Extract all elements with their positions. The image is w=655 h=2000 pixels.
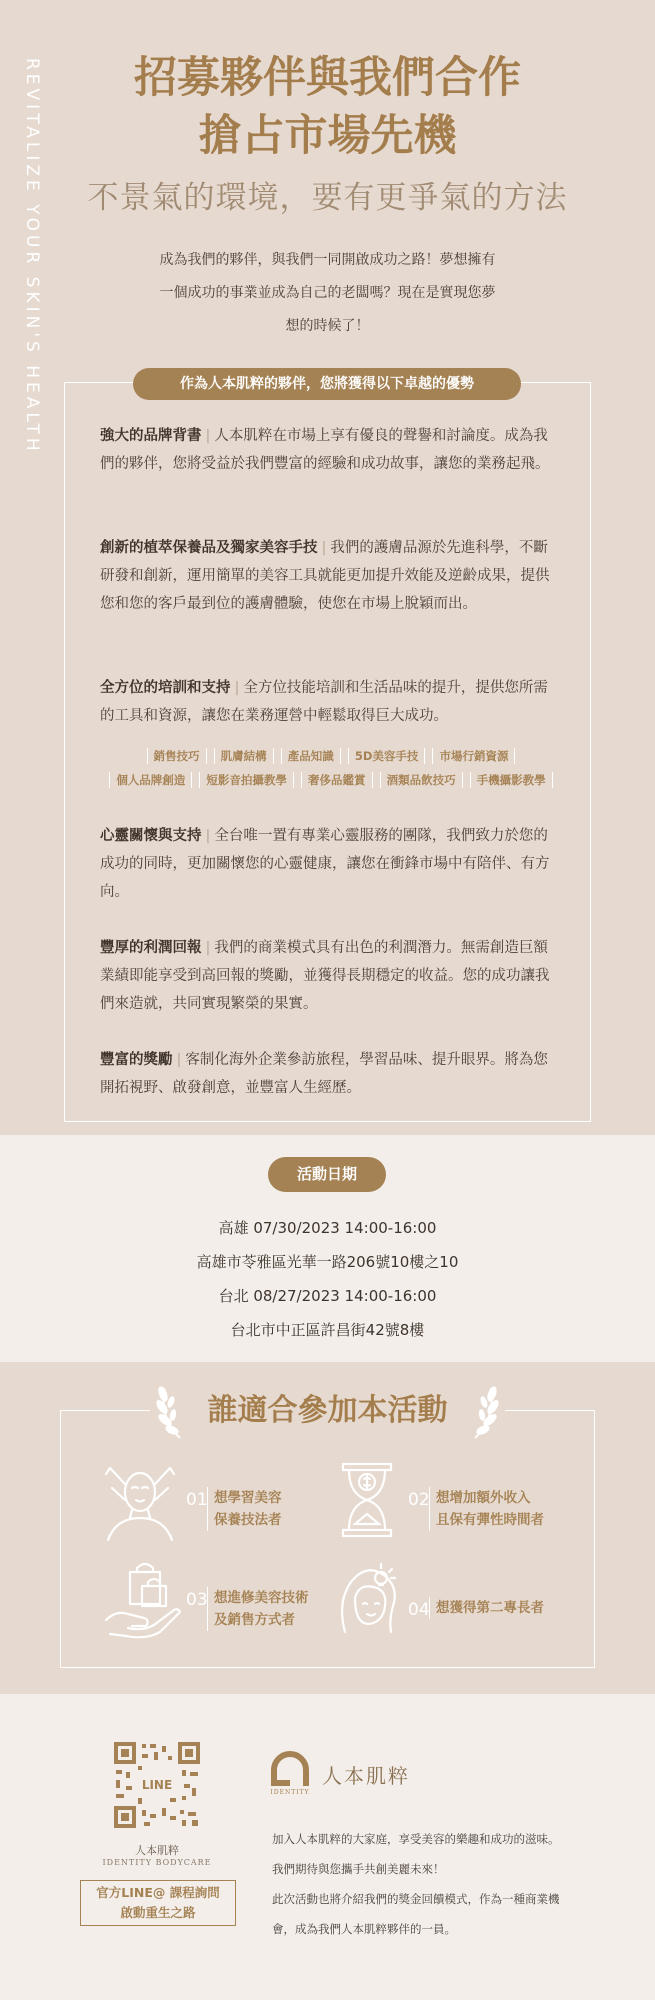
line-button-line1: 官方LINE@ 課程詢問: [96, 1885, 220, 1900]
benefit-item: [100, 1046, 556, 1102]
brand-logo-sub: IDENTITY: [270, 1789, 310, 1796]
benefit-title: 心靈關懷與支持: [100, 828, 202, 844]
training-tags-row: [96, 745, 566, 764]
separator: |: [321, 540, 327, 556]
training-tag: 市場行銷資源: [432, 748, 515, 764]
line-qr-code[interactable]: [112, 1740, 202, 1830]
benefit-item: [100, 934, 556, 1018]
brand-name: 人本肌粹: [322, 1764, 410, 1788]
laurel-left-icon: [150, 1380, 190, 1440]
separator: |: [176, 1052, 182, 1068]
hand-shopping-bag-icon: [100, 1558, 184, 1642]
laurel-right-icon: [465, 1380, 505, 1440]
audience-item-text: [207, 1487, 282, 1531]
hero-subtitle: 不景氣的環境，要有更爭氣的方法: [87, 180, 568, 216]
audience-number: 04: [408, 1600, 430, 1620]
benefit-item: [100, 822, 556, 906]
event-line: 高雄 07/30/2023 14:00-16:00: [218, 1219, 437, 1237]
line-button-line2: 啟動重生之路: [120, 1905, 196, 1920]
hero-title-line1: 招募夥伴與我們合作: [134, 53, 521, 103]
intro-line: 一個成功的事業並成為自己的老闆嗎？現在是實現您夢: [159, 285, 496, 301]
benefit-text: 全台唯一置有專業心靈服務的團隊，我們致力於您的成功的同時，更加關懷您的心靈健康，讓您在衝鋒市場中有陪伴、有方向。: [100, 828, 550, 900]
audience-item-line: 想進修美容技術: [214, 1590, 309, 1606]
benefit-text: 客制化海外企業參訪旅程，學習品味、提升眼界。將為您開拓視野、啟發創意，並豐富人生經歷。: [100, 1052, 548, 1096]
training-tag: 奢侈品鑑賞: [301, 772, 373, 788]
separator: |: [234, 680, 240, 696]
intro-line: 成為我們的夥伴，與我們一同開啟成功之路！夢想擁有: [159, 252, 496, 268]
qr-brand-name: 人本肌粹: [135, 1844, 179, 1857]
benefit-title: 創新的植萃保養品及獨家美容手技: [100, 540, 318, 556]
audience-title: 誰適合參加本活動: [207, 1393, 448, 1428]
audience-item-line: 想獲得第二專長者: [436, 1600, 544, 1616]
benefit-title: 豐富的獎勵: [100, 1052, 173, 1068]
audience-item-line: 想增加額外收入: [436, 1490, 531, 1506]
separator: |: [205, 828, 211, 844]
benefit-text: 全方位技能培訓和生活品味的提升，提供您所需的工具和資源，讓您在業務運營中輕鬆取得巨大成功。: [100, 680, 548, 724]
event-dates-badge: 活動日期: [268, 1157, 386, 1192]
training-tag: 短影音拍攝教學: [199, 772, 294, 788]
qr-center-label: LINE: [141, 1778, 173, 1792]
audience-number: 03: [186, 1590, 208, 1610]
audience-item-line: 及銷售方式者: [214, 1612, 295, 1628]
audience-item-text: [207, 1587, 309, 1631]
intro-line: 想的時候了！: [285, 318, 370, 334]
event-line: 台北 08/27/2023 14:00-16:00: [218, 1287, 437, 1305]
footer-desc-line: 會，成為我們人本肌粹夥伴的一員。: [272, 1922, 456, 1936]
benefit-item: [100, 674, 556, 730]
training-tag: 5D美容手技: [348, 748, 426, 764]
hero-title-line2: 搶占市場先機: [198, 111, 457, 161]
training-tag: 產品知識: [281, 748, 341, 764]
training-tags-row: [96, 769, 566, 788]
benefit-text: 我們的商業模式具有出色的利潤潛力。無需創造巨額業績即能享受到高回報的獎勵，並獲得長期穩定的收益。您的成功讓我們來造就，共同實現繁榮的果實。: [100, 940, 550, 1012]
audience-item-line: 想學習美容: [214, 1490, 282, 1506]
benefit-title: 豐厚的利潤回報: [100, 940, 202, 956]
benefit-title: 全方位的培訓和支持: [100, 680, 231, 696]
benefit-item: [100, 422, 556, 478]
audience-number: 01: [186, 1490, 208, 1510]
hero-intro: [110, 244, 545, 343]
audience-item-text: [429, 1487, 544, 1531]
event-line: 高雄市苓雅區光華一路206號10樓之10: [196, 1253, 459, 1271]
line-inquiry-button[interactable]: [80, 1880, 236, 1926]
benefit-text: 我們的護膚品源於先進科學，不斷研發和創新，運用簡單的美容工具就能更加提升效能及逆齡成果，提供您和您的客戶最到位的護膚體驗，使您在市場上脫穎而出。: [100, 540, 550, 612]
footer-desc-line: 此次活動也將介紹我們的獎金回饋模式，作為一種商業機: [272, 1892, 560, 1906]
audience-item-text: [429, 1597, 544, 1619]
training-tag: 肌膚結構: [214, 748, 274, 764]
audience-item-line: 且保有彈性時間者: [436, 1512, 544, 1528]
audience-item-line: 保養技法者: [214, 1512, 282, 1528]
training-tag: 銷售技巧: [147, 748, 207, 764]
footer-desc-line: 加入人本肌粹的大家庭，享受美容的樂趣和成功的滋味。: [272, 1832, 560, 1846]
side-slogan: REVITALIZE YOUR SKIN'S HEALTH: [22, 58, 42, 455]
brand-logo-icon: [268, 1748, 312, 1794]
benefits-header-badge: 作為人本肌粹的夥伴，您將獲得以下卓越的優勢: [133, 368, 521, 400]
benefit-item: [100, 534, 556, 618]
training-tag: 個人品牌創造: [109, 772, 192, 788]
benefit-text: 人本肌粹在市場上享有優良的聲譽和討論度。成為我們的夥伴，您將受益於我們豐富的經驗和成功故事，讓您的業務起飛。: [100, 428, 550, 472]
separator: |: [205, 940, 211, 956]
hourglass-money-icon: [325, 1458, 409, 1542]
training-tag: 手機攝影教學: [470, 772, 553, 788]
woman-idea-icon: [325, 1558, 409, 1642]
footer-desc-line: 我們期待與您攜手共創美麗未來！: [272, 1862, 445, 1876]
training-tag: 酒類品飲技巧: [380, 772, 463, 788]
audience-number: 02: [408, 1490, 430, 1510]
qr-brand-sub: IDENTITY BODYCARE: [102, 1858, 212, 1867]
face-massage-icon: [98, 1458, 182, 1542]
event-line: 台北市中正區許昌街42號8樓: [230, 1321, 425, 1339]
separator: |: [205, 428, 211, 444]
benefit-title: 強大的品牌背書: [100, 428, 202, 444]
